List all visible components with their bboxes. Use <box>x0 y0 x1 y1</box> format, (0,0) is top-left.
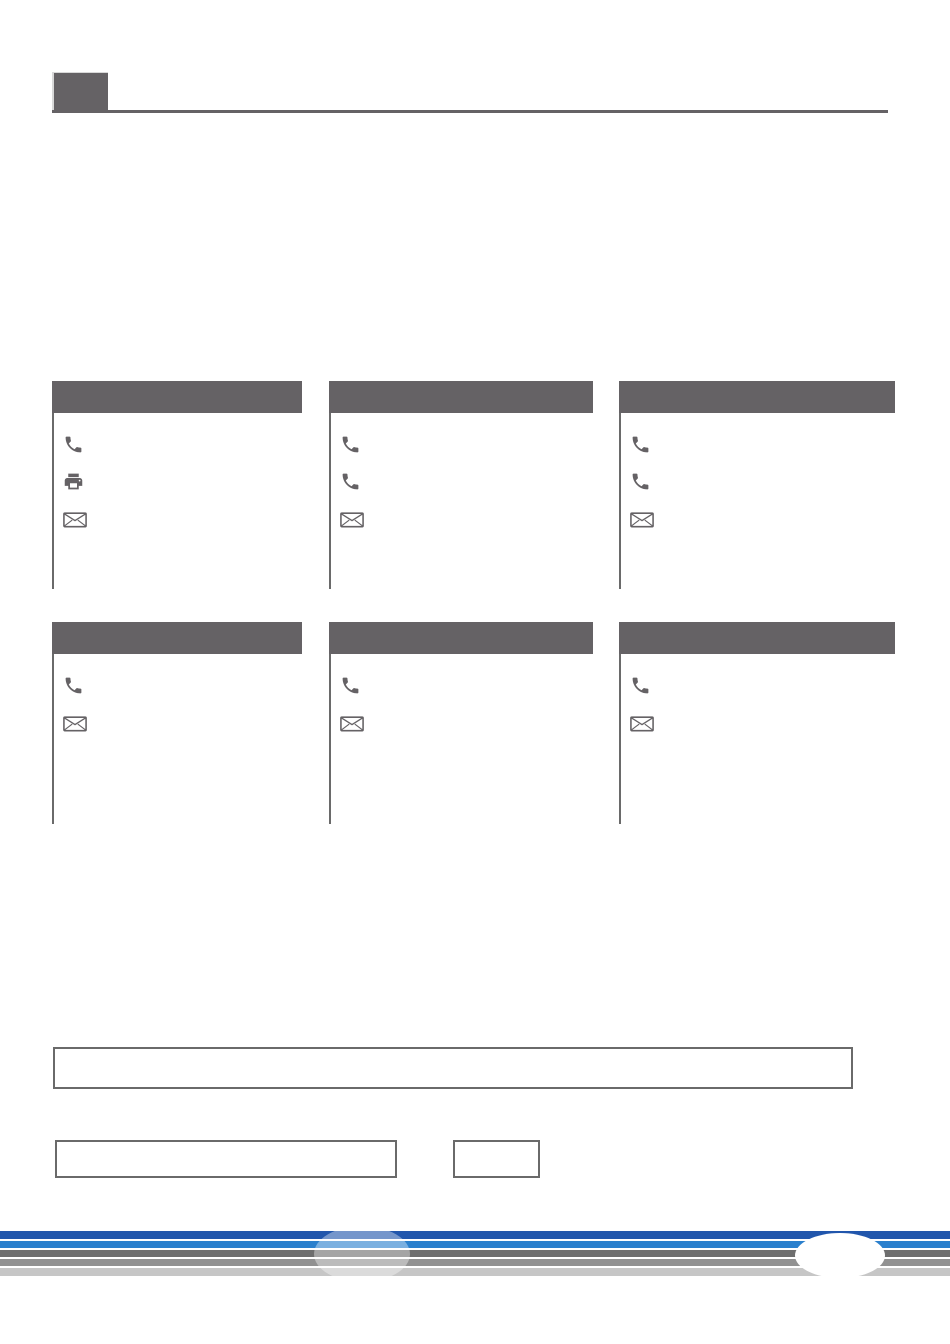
contact-row-phone <box>630 675 895 712</box>
contact-row-phone <box>340 675 593 712</box>
contact-card-title-bar <box>52 622 302 654</box>
footer-stripes <box>0 1228 950 1292</box>
contact-card <box>619 381 895 589</box>
contact-card <box>329 622 593 824</box>
contact-row-email <box>630 712 895 749</box>
contact-row-phone <box>340 471 593 508</box>
entry-box-left <box>55 1140 397 1178</box>
contact-row-phone <box>63 434 302 471</box>
contact-card-body <box>52 654 302 824</box>
email-envelope-icon <box>63 508 84 529</box>
header-rule <box>52 110 888 113</box>
phone-icon <box>340 471 361 492</box>
email-envelope-icon <box>630 712 651 733</box>
contact-row-email <box>63 508 302 545</box>
contact-card-title-bar <box>619 381 895 413</box>
contact-card-title-bar <box>52 381 302 413</box>
email-envelope-icon <box>630 508 651 529</box>
contact-card-title-bar <box>329 622 593 654</box>
page-number-oval <box>795 1233 885 1278</box>
contact-card <box>52 622 302 824</box>
contact-card-title-bar <box>619 622 895 654</box>
contact-row-email <box>630 508 895 545</box>
contact-row-email <box>340 712 593 749</box>
chapter-tab <box>52 72 108 111</box>
phone-icon <box>630 675 651 696</box>
contact-row-phone <box>630 471 895 508</box>
email-envelope-icon <box>340 508 361 529</box>
contact-row-email <box>340 508 593 545</box>
contact-card-body <box>329 413 593 589</box>
phone-icon <box>630 471 651 492</box>
phone-icon <box>340 434 361 455</box>
notes-entry-box <box>53 1047 853 1089</box>
fax-printer-icon <box>63 471 84 492</box>
contact-card-body <box>619 654 895 824</box>
phone-icon <box>630 434 651 455</box>
contact-card-body <box>329 654 593 824</box>
contact-row-phone <box>630 434 895 471</box>
phone-icon <box>340 675 361 696</box>
phone-icon <box>63 675 84 696</box>
phone-icon <box>63 434 84 455</box>
email-envelope-icon <box>340 712 361 733</box>
contact-card-body <box>52 413 302 589</box>
footer-stripe-dark-blue <box>0 1231 950 1239</box>
email-envelope-icon <box>63 712 84 733</box>
contact-card <box>52 381 302 589</box>
contact-row-phone <box>340 434 593 471</box>
contact-row-phone <box>63 675 302 712</box>
contact-row-fax <box>63 471 302 508</box>
contact-card <box>329 381 593 589</box>
entry-box-right <box>453 1140 540 1178</box>
contact-card-title-bar <box>329 381 593 413</box>
contact-row-email <box>63 712 302 749</box>
footer-oval-faint <box>314 1226 410 1282</box>
contact-card <box>619 622 895 824</box>
contact-card-body <box>619 413 895 589</box>
